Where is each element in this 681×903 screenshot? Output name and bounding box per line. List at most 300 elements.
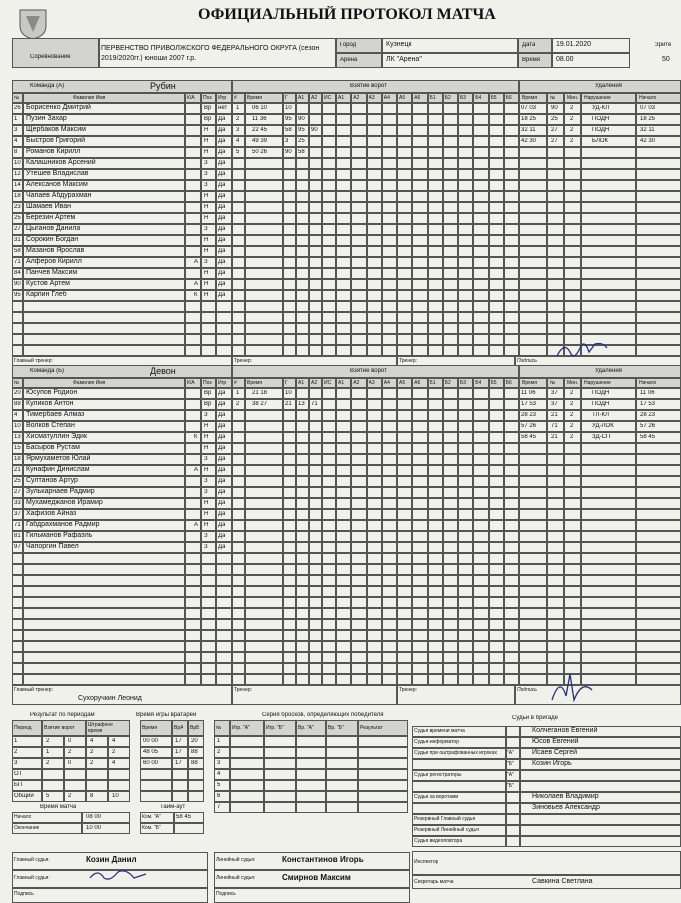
player-name: Тимербаев Алмаз — [26, 411, 85, 418]
goal-cell — [309, 388, 322, 399]
column-header: Г — [285, 380, 288, 386]
code-cell — [367, 290, 382, 301]
goal-cell — [232, 279, 245, 290]
code-cell — [336, 564, 351, 575]
roster-cell — [185, 619, 201, 630]
penalty-cell — [636, 553, 681, 564]
penalty-time: 58 45 — [521, 434, 537, 440]
code-cell — [382, 279, 397, 290]
penalty-time: 57 26 — [521, 423, 537, 429]
code-cell — [443, 663, 458, 674]
code-cell — [382, 103, 397, 114]
penalty-cell — [564, 520, 581, 531]
penalty-time: 17 53 — [521, 401, 537, 407]
goal-cell — [245, 312, 283, 323]
signature-label: Подпись — [517, 358, 537, 364]
goal-cell — [283, 454, 296, 465]
roster-cell — [23, 312, 185, 323]
goal-cell — [296, 520, 309, 531]
code-cell — [443, 608, 458, 619]
column-header: Поз — [203, 380, 212, 386]
player-number: 1 — [14, 116, 18, 122]
penalty-cell — [547, 235, 564, 246]
goal-cell — [296, 509, 309, 520]
signature-team-b — [548, 670, 596, 706]
goal-cell — [283, 268, 296, 279]
player-number: 58 — [14, 248, 21, 254]
shootout-header: Игр. "А" — [232, 725, 250, 731]
goal-cell — [322, 399, 336, 410]
code-cell — [382, 125, 397, 136]
code-header: Б5 — [490, 95, 497, 101]
code-cell — [504, 641, 519, 652]
code-cell — [443, 509, 458, 520]
code-cell — [473, 158, 488, 169]
code-cell — [367, 388, 382, 399]
code-cell — [351, 323, 366, 334]
code-cell — [489, 136, 504, 147]
code-cell — [412, 553, 427, 564]
roster-cell — [12, 564, 23, 575]
official-role: Судьи при оштрафованных игроках — [414, 750, 498, 756]
code-cell — [428, 564, 443, 575]
competition-name: ПЕРВЕНСТВО ПРИВОЛЖСКОГО ФЕДЕРАЛЬНОГО ОКРУГА (сезон 2019/2020гг.) юноши 2007 г.р. — [101, 45, 320, 62]
goal-cell — [309, 520, 322, 531]
goal-assist-1: 58 — [298, 149, 305, 155]
code-cell — [397, 290, 412, 301]
penalty-cell — [519, 520, 547, 531]
column-header: Начало — [639, 380, 657, 386]
code-cell — [458, 586, 473, 597]
penalty-cell — [564, 180, 581, 191]
goal-cell — [245, 597, 283, 608]
code-cell — [473, 213, 488, 224]
goal-cell — [283, 290, 296, 301]
code-cell — [336, 520, 351, 531]
code-cell — [382, 421, 397, 432]
code-cell — [504, 542, 519, 553]
goal-cell — [309, 147, 322, 158]
goal-cell — [309, 465, 322, 476]
code-cell — [351, 103, 366, 114]
code-cell — [336, 301, 351, 312]
code-cell — [428, 399, 443, 410]
line-referee-label: Линейный судья: — [216, 857, 256, 863]
goal-cell — [296, 641, 309, 652]
goal-cell — [309, 180, 322, 191]
table-cell — [358, 802, 408, 813]
code-cell — [382, 520, 397, 531]
code-cell — [397, 323, 412, 334]
penalty-cell — [519, 564, 547, 575]
penalty-player: 27 — [551, 138, 558, 144]
goal-cell — [309, 531, 322, 542]
code-cell — [367, 169, 382, 180]
penalty-cell — [564, 268, 581, 279]
code-cell — [351, 674, 366, 685]
code-cell — [382, 158, 397, 169]
code-cell — [458, 432, 473, 443]
code-cell — [443, 169, 458, 180]
code-cell — [443, 235, 458, 246]
penalty-cell — [636, 663, 681, 674]
code-cell — [504, 169, 519, 180]
player-number: 23 — [14, 204, 21, 210]
goal-scorer: 10 — [285, 105, 292, 111]
goal-cell — [232, 509, 245, 520]
table-cell — [264, 769, 296, 780]
penalty-cell — [581, 257, 636, 268]
period-goals-a: 2 — [46, 738, 50, 744]
code-cell — [428, 487, 443, 498]
penalty-cell — [564, 312, 581, 323]
code-cell — [504, 334, 519, 345]
code-cell — [428, 235, 443, 246]
period-label: 1 — [14, 738, 18, 744]
goal-cell — [322, 531, 336, 542]
penalty-cell — [519, 542, 547, 553]
table-cell — [86, 769, 108, 780]
code-cell — [367, 246, 382, 257]
penalty-cell — [519, 345, 547, 356]
roster-cell — [216, 301, 232, 312]
goal-assist-1: 95 — [298, 127, 305, 133]
penalty-cell — [519, 630, 547, 641]
goal-cell — [232, 608, 245, 619]
code-cell — [428, 268, 443, 279]
goal-cell — [245, 542, 283, 553]
goal-assist-2: 71 — [311, 401, 318, 407]
code-cell — [351, 224, 366, 235]
goal-cell — [322, 323, 336, 334]
goal-cell — [322, 619, 336, 630]
match-end-label: Окончание — [14, 825, 40, 831]
code-cell — [504, 608, 519, 619]
code-cell — [367, 641, 382, 652]
penalty-cell — [519, 323, 547, 334]
code-cell — [412, 301, 427, 312]
roster-cell — [12, 301, 23, 312]
player-position: Н — [204, 511, 209, 517]
table-cell — [520, 825, 681, 836]
roster-cell — [185, 268, 201, 279]
penalty-player: 21 — [551, 434, 558, 440]
code-cell — [504, 586, 519, 597]
column-header: А2 — [311, 95, 318, 101]
table-cell — [264, 736, 296, 747]
code-cell — [351, 586, 366, 597]
code-cell — [489, 619, 504, 630]
player-position: Вр — [204, 390, 212, 396]
periods-header: Штрафное время — [88, 722, 113, 734]
table-cell — [326, 791, 358, 802]
code-cell — [428, 652, 443, 663]
penalty-time: 28 23 — [521, 412, 537, 418]
goal-cell — [283, 487, 296, 498]
column-header: Фамилия Имя — [73, 95, 106, 101]
player-name: Юсупов Родион — [26, 389, 78, 396]
goal-cell — [296, 454, 309, 465]
roster-cell — [23, 641, 185, 652]
player-played: Да — [218, 544, 226, 550]
table-cell — [230, 780, 264, 791]
table-cell — [230, 769, 264, 780]
code-cell — [458, 421, 473, 432]
roster-cell — [201, 301, 216, 312]
table-cell — [412, 759, 506, 770]
code-cell — [443, 312, 458, 323]
player-name: Алферов Кирилл — [26, 258, 82, 265]
code-cell — [412, 564, 427, 575]
goal-cell — [283, 663, 296, 674]
player-position: З — [204, 489, 208, 495]
code-cell — [336, 147, 351, 158]
penalty-cell — [547, 487, 564, 498]
goal-cell — [322, 564, 336, 575]
penalty-cell — [519, 180, 547, 191]
roster-cell — [185, 454, 201, 465]
goal-cell — [309, 553, 322, 564]
code-cell — [382, 432, 397, 443]
code-cell — [504, 224, 519, 235]
player-number: 95 — [14, 292, 21, 298]
player-position: Н — [204, 522, 209, 528]
code-cell — [351, 421, 366, 432]
code-cell — [336, 586, 351, 597]
goals-header: Взятие ворот — [350, 83, 387, 89]
code-cell — [412, 586, 427, 597]
roster-cell — [185, 191, 201, 202]
penalty-cell — [581, 454, 636, 465]
player-name: Панчев Максим — [26, 269, 78, 276]
code-cell — [367, 147, 382, 158]
code-cell — [351, 213, 366, 224]
player-position: З — [204, 456, 208, 462]
penalty-cell — [581, 224, 636, 235]
roster-cell — [12, 323, 23, 334]
penalty-cell — [547, 180, 564, 191]
player-played: Да — [218, 445, 226, 451]
penalty-cell — [636, 531, 681, 542]
player-position: Н — [204, 215, 209, 221]
column-header: Начало — [639, 95, 657, 101]
code-cell — [428, 136, 443, 147]
penalty-cell — [581, 268, 636, 279]
goal-cell — [283, 301, 296, 312]
roster-cell — [185, 509, 201, 520]
player-captain: А — [194, 259, 199, 265]
code-cell — [412, 531, 427, 542]
goal-cell — [245, 454, 283, 465]
goal-cell — [322, 641, 336, 652]
goal-cell — [283, 345, 296, 356]
code-cell — [428, 520, 443, 531]
code-cell — [367, 158, 382, 169]
player-position: Н — [204, 500, 209, 506]
roster-cell — [201, 553, 216, 564]
penalty-cell — [519, 454, 547, 465]
penalty-cell — [547, 509, 564, 520]
code-cell — [351, 432, 366, 443]
table-cell — [358, 736, 408, 747]
official-role: Судьи за воротами — [414, 794, 459, 800]
code-cell — [351, 443, 366, 454]
goal-cell — [283, 257, 296, 268]
code-cell — [443, 553, 458, 564]
code-cell — [489, 509, 504, 520]
code-cell — [382, 169, 397, 180]
code-cell — [458, 169, 473, 180]
code-cell — [489, 345, 504, 356]
penalty-cell — [564, 542, 581, 553]
spectators-label: Зрите — [655, 42, 672, 48]
code-cell — [504, 279, 519, 290]
goal-cell — [309, 432, 322, 443]
goal-cell — [232, 553, 245, 564]
code-cell — [412, 213, 427, 224]
player-name: Хафизов Айназ — [26, 510, 77, 517]
goal-cell — [296, 388, 309, 399]
code-cell — [489, 224, 504, 235]
penalty-start: 18 25 — [640, 116, 656, 122]
goal-cell — [283, 608, 296, 619]
code-cell — [382, 487, 397, 498]
official-name: Колчеганов Евгений — [532, 727, 598, 734]
penalty-cell — [547, 597, 564, 608]
code-cell — [428, 158, 443, 169]
team-label: Команда (Б) — [30, 368, 65, 374]
signature-main-referee — [88, 866, 148, 884]
player-played: Да — [218, 434, 226, 440]
penalty-cell — [564, 465, 581, 476]
goal-cell — [309, 641, 322, 652]
code-cell — [351, 641, 366, 652]
code-cell — [443, 652, 458, 663]
table-cell — [326, 769, 358, 780]
code-cell — [397, 268, 412, 279]
player-number: 71 — [14, 522, 21, 528]
player-captain: А — [194, 522, 199, 528]
code-cell — [473, 169, 488, 180]
code-cell — [397, 520, 412, 531]
code-cell — [458, 334, 473, 345]
goal-cell — [283, 586, 296, 597]
code-cell — [382, 674, 397, 685]
roster-cell — [216, 674, 232, 685]
table-cell — [140, 780, 172, 791]
code-cell — [351, 169, 366, 180]
penalty-cell — [547, 553, 564, 564]
goal-cell — [322, 421, 336, 432]
roster-cell — [185, 246, 201, 257]
goal-cell — [296, 279, 309, 290]
code-cell — [458, 290, 473, 301]
code-cell — [336, 268, 351, 279]
code-cell — [412, 388, 427, 399]
penalty-time: 42 30 — [521, 138, 537, 144]
table-cell — [412, 781, 506, 792]
code-cell — [489, 476, 504, 487]
roster-cell — [201, 674, 216, 685]
code-cell — [428, 663, 443, 674]
match-start: 08 00 — [86, 814, 102, 820]
penalty-start: 11 06 — [640, 390, 655, 396]
code-cell — [382, 301, 397, 312]
roster-cell — [185, 421, 201, 432]
code-cell — [489, 202, 504, 213]
code-cell — [443, 147, 458, 158]
code-cell — [412, 290, 427, 301]
penalty-cell — [564, 487, 581, 498]
goal-scorer: 95 — [285, 116, 292, 122]
table-cell — [174, 823, 204, 834]
code-cell — [504, 290, 519, 301]
code-cell — [412, 180, 427, 191]
goal-cell — [322, 586, 336, 597]
player-played: Да — [218, 533, 226, 539]
penalty-cell — [547, 268, 564, 279]
code-cell — [351, 388, 366, 399]
penalty-cell — [547, 454, 564, 465]
penalty-cell — [547, 608, 564, 619]
penalty-cell — [564, 301, 581, 312]
code-cell — [397, 191, 412, 202]
code-cell — [412, 202, 427, 213]
official-role: Судья времени матча — [414, 728, 465, 734]
code-cell — [428, 191, 443, 202]
penalty-cell — [581, 586, 636, 597]
code-cell — [428, 586, 443, 597]
goal-cell — [309, 301, 322, 312]
player-played: Да — [218, 193, 226, 199]
code-cell — [382, 399, 397, 410]
spectators-value: 50 — [662, 56, 670, 63]
goal-cell — [232, 597, 245, 608]
code-cell — [351, 454, 366, 465]
table-cell — [326, 802, 358, 813]
code-cell — [473, 509, 488, 520]
code-cell — [473, 301, 488, 312]
table-cell — [264, 747, 296, 758]
code-cell — [473, 114, 488, 125]
penalty-cell — [564, 509, 581, 520]
code-cell — [428, 531, 443, 542]
code-cell — [473, 476, 488, 487]
penalty-player: 21 — [551, 412, 558, 418]
period-goals-b: 0 — [68, 738, 72, 744]
goal-cell — [309, 575, 322, 586]
code-cell — [397, 345, 412, 356]
code-cell — [397, 410, 412, 421]
code-cell — [336, 279, 351, 290]
player-name: Быстров Григорий — [26, 137, 85, 144]
player-position: Н — [204, 204, 209, 210]
goal-cell — [296, 345, 309, 356]
penalty-cell — [636, 564, 681, 575]
table-cell — [264, 780, 296, 791]
period-goals-b: 2 — [68, 749, 72, 755]
goal-cell — [309, 114, 322, 125]
goal-cell — [296, 202, 309, 213]
code-cell — [336, 246, 351, 257]
player-name: Романов Кирилл — [26, 148, 81, 155]
periods-title: Результат по периодам — [30, 712, 95, 718]
period-goals-a: 5 — [46, 793, 50, 799]
player-name: Мазанов Ярослав — [26, 247, 85, 254]
roster-cell — [185, 334, 201, 345]
code-cell — [397, 564, 412, 575]
player-played: Да — [218, 270, 226, 276]
